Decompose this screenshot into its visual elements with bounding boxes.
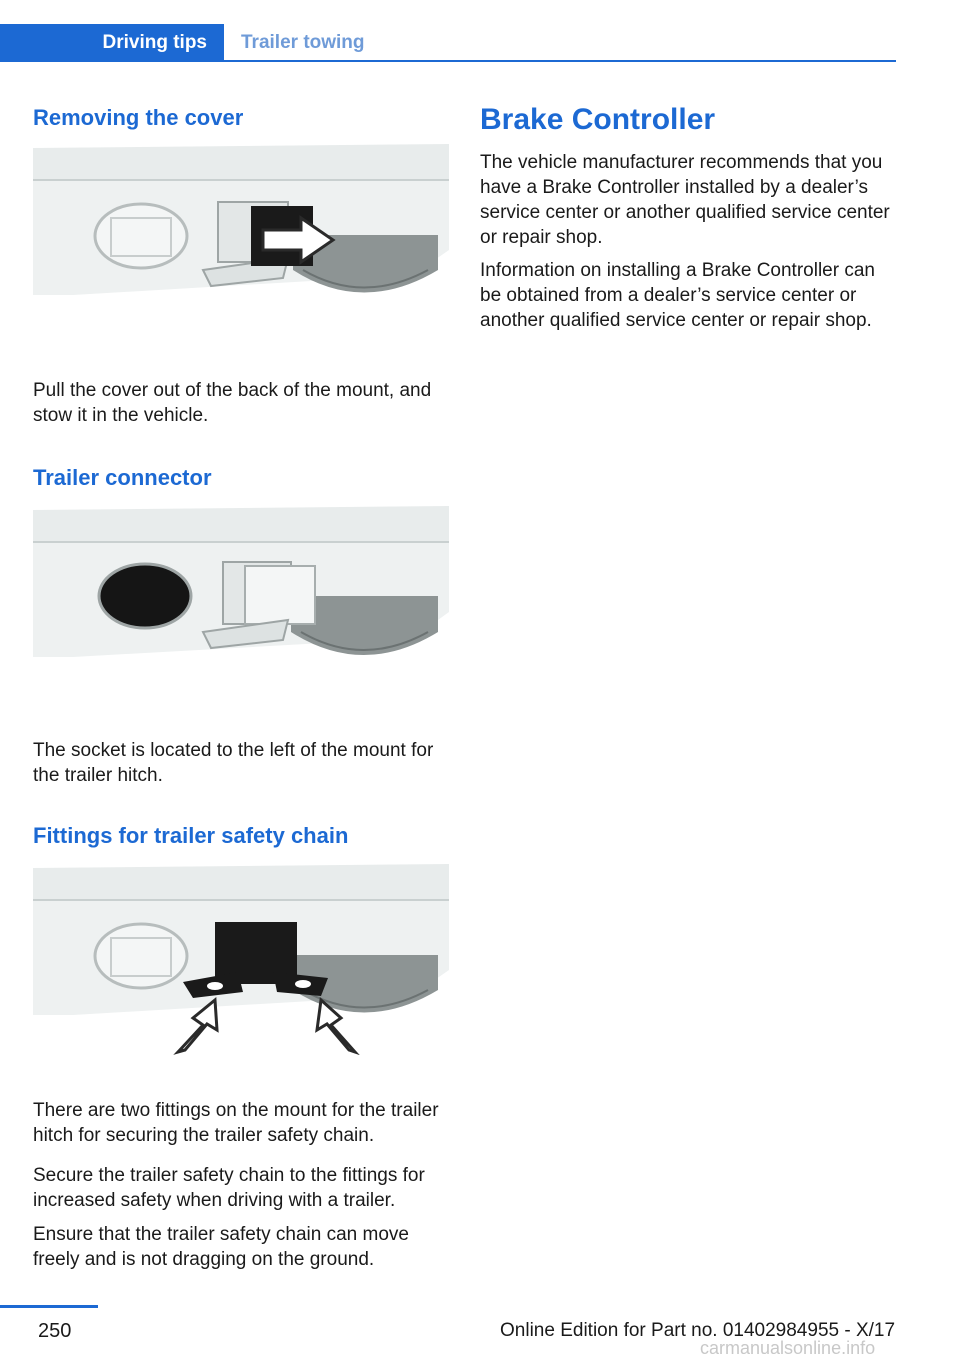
section-title-trailer-connector: Trailer connector [33, 465, 212, 490]
section-title-safety-chain: Fittings for trailer safety chain [33, 823, 349, 848]
watermark: carmanualsonline.info [700, 1338, 876, 1358]
section-title-removing-cover: Removing the cover [33, 105, 244, 130]
page-number: 250 [38, 1320, 72, 1342]
text-trailer-connector: The socket is located to the left of the mount for the trailer hitch. [33, 740, 434, 786]
text-removing-cover: Pull the cover out of the back of the mount, and stow it in the vehicle. [33, 380, 432, 426]
text-safety-chain-fittings: There are two fittings on the mount for the trailer hitch for securing the trailer safety chain. [33, 1100, 439, 1146]
section-title-brake-controller: Brake Controller [480, 103, 716, 136]
figure-trailer-connector [33, 500, 449, 695]
tab-driving-tips[interactable]: Driving tips [0, 24, 224, 62]
edition-info: Online Edition for Part no. 01402984955 - X/17 [500, 1320, 896, 1341]
footer-divider [0, 1305, 98, 1308]
text-brake-controller-recommendation: The vehicle manufacturer recommends that you have a Brake Controller installed by a dealer’s service center or another qualified service center or repair shop. [480, 152, 890, 248]
figure-safety-chain [33, 860, 449, 1055]
text-chain-move-freely: Ensure that the trailer safety chain can move freely and is not dragging on the ground. [33, 1224, 409, 1270]
tab-trailer-towing[interactable]: Trailer towing [241, 32, 365, 53]
page-header [0, 24, 896, 62]
text-brake-controller-info: Information on installing a Brake Controller can be obtained from a dealer’s service center or another qualified service center or repair shop. [480, 260, 875, 331]
text-secure-chain: Secure the trailer safety chain to the fittings for increased safety when driving with a trailer. [33, 1165, 425, 1211]
figure-removing-cover [33, 140, 449, 335]
header-divider [224, 60, 896, 62]
